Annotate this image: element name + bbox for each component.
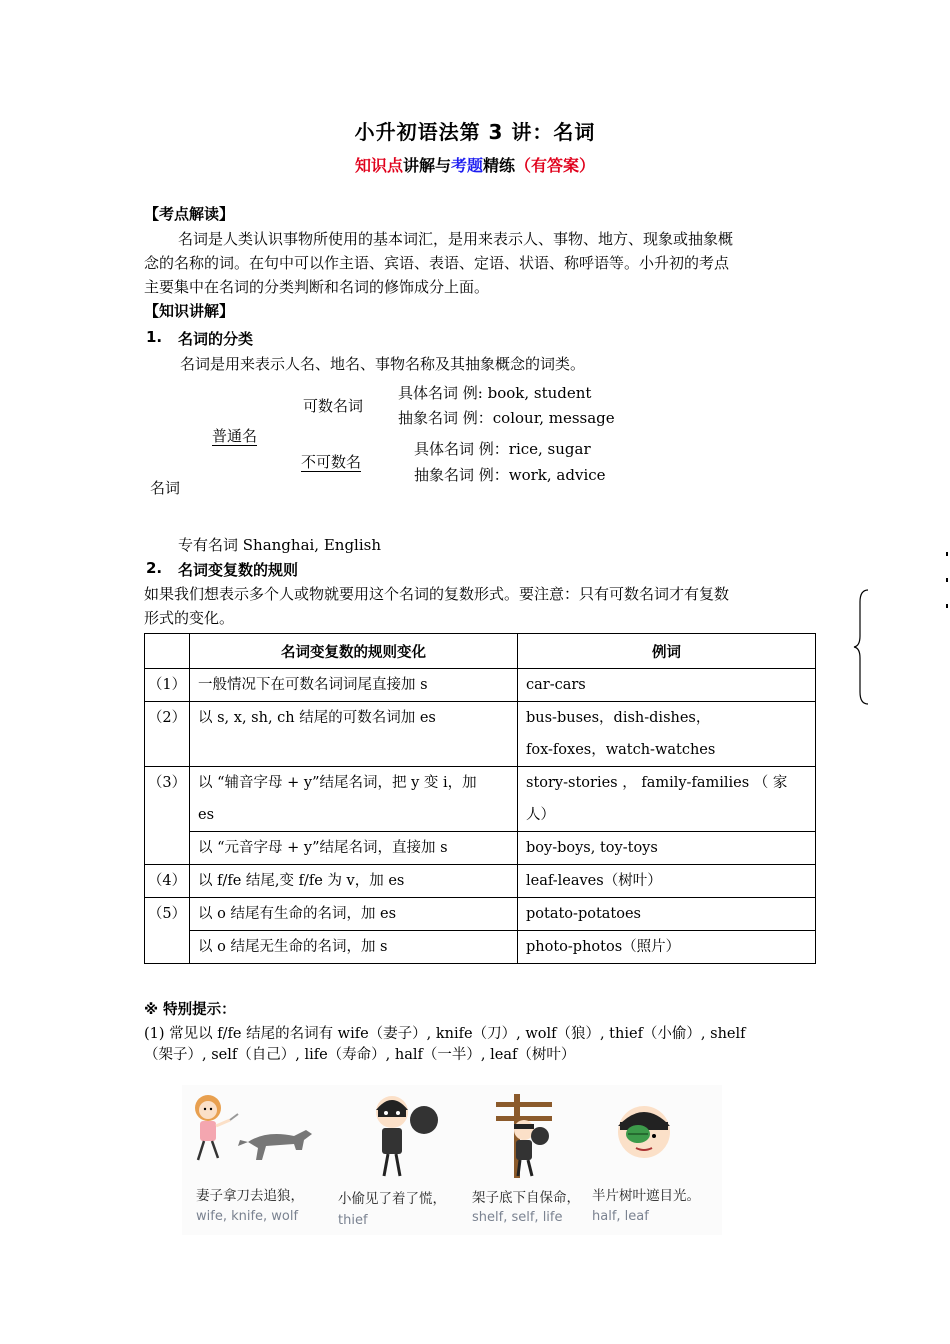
margin-marks (944, 548, 950, 618)
tips-line2: （架子）, self（自己）, life（寿命）, half（一半）, leaf（树叶） (144, 1047, 576, 1063)
plural-rules-table (144, 633, 816, 964)
item1-title: 名词的分类 (178, 330, 254, 348)
row-example-line: story-stories ， family-families （ 家 (526, 775, 788, 791)
wife-chasing-wolf-illustration (186, 1090, 324, 1180)
row-number: （2） (145, 702, 190, 767)
tree-countable: 可数名词 (303, 397, 364, 415)
tree-uncountable-concrete: 具体名词 例：rice, sugar (414, 440, 591, 458)
table-row (145, 767, 816, 832)
row-rule-line: 以 “辅音字母 + y”结尾名词，把 y 变 i，加 (198, 775, 477, 791)
table-header-number (145, 634, 190, 669)
table-row (145, 702, 816, 767)
table-row (145, 832, 816, 865)
tree-uncountable-abstract: 抽象名词 例：work, advice (414, 466, 606, 484)
item2-title: 名词变复数的规则 (178, 561, 299, 579)
table-header-row (145, 634, 816, 669)
row-example (518, 767, 816, 832)
row-rule: 一般情况下在可数名词词尾直接加 s (190, 669, 518, 702)
row-example: potato-potatoes (518, 898, 816, 931)
item2-line2: 形式的变化。 (144, 609, 235, 627)
row-rule: 以 f/fe 结尾,变 f/fe 为 v，加 es (190, 865, 518, 898)
row-example (518, 702, 816, 767)
row-example: car-cars (518, 669, 816, 702)
section-heading-knowledge: 【知识讲解】 (144, 302, 235, 320)
row-example: photo-photos（照片） (518, 931, 816, 964)
table-row (145, 669, 816, 702)
table-header-rule: 名词变复数的规则变化 (190, 634, 518, 669)
item1-description: 名词是用来表示人名、地名、事物名称及其抽象概念的词类。 (180, 355, 586, 373)
page-subtitle (0, 153, 950, 176)
tips-line1: (1) 常见以 f/fe 结尾的名词有 wife（妻子）, knife（刀）, wolf（狼）, thief（小偷）, shelf (144, 1026, 746, 1042)
picture4-caption: 半片树叶遮目光。 (592, 1188, 700, 1204)
section-heading-exam-points: 【考点解读】 (144, 205, 235, 223)
row-number: （4） (145, 865, 190, 898)
row-number: （5） (145, 898, 190, 964)
table-row (145, 898, 816, 931)
row-example-line: 人） (526, 807, 555, 823)
subtitle-part3: 考题 (450, 156, 483, 175)
picture4-english: half, leaf (592, 1209, 649, 1224)
tree-proper-noun: 专有名词 Shanghai, English (178, 536, 382, 554)
tree-uncountable: 不可数名 (301, 453, 362, 471)
row-example: boy-boys, toy-toys (518, 832, 816, 865)
picture3-english: shelf, self, life (472, 1210, 563, 1225)
exam-points-line2: 念的名称的词。在句中可以作主语、宾语、表语、定语、状语、称呼语等。小升初的考点 (144, 254, 730, 272)
item2-line1: 如果我们想表示多个人或物就要用这个名词的复数形式。要注意：只有可数名词才有复数 (144, 585, 730, 603)
tree-common-noun: 普通名 (212, 427, 258, 445)
row-rule: 以 s, x, sh, ch 结尾的可数名词加 es (190, 702, 518, 767)
row-number: （3） (145, 767, 190, 865)
subtitle-part1: 知识点 (354, 156, 403, 175)
item1-number: 1. (146, 328, 163, 346)
picture3-caption: 架子底下自保命， (472, 1190, 580, 1206)
exam-points-line1: 名词是人类认识事物所使用的基本词汇，是用来表示人、事物、地方、现象或抽象概 (178, 230, 734, 248)
row-rule: 以 o 结尾无生命的名词，加 s (190, 931, 518, 964)
picture1-caption: 妻子拿刀去追狼， (196, 1188, 304, 1204)
row-example-line: bus-buses，dish-dishes， (526, 710, 711, 726)
exam-points-line3: 主要集中在名词的分类判断和名词的修饰成分上面。 (144, 278, 490, 296)
brace-decoration (852, 588, 872, 706)
row-rule-line: es (198, 807, 215, 823)
subtitle-part5: （有答案） (515, 156, 596, 175)
row-example-line: fox-foxes，watch-watches (526, 742, 716, 758)
row-number: （1） (145, 669, 190, 702)
row-example: leaf-leaves（树叶） (518, 865, 816, 898)
tree-root-noun: 名词 (150, 479, 181, 497)
half-leaf-illustration (590, 1090, 728, 1180)
item2-number: 2. (146, 559, 163, 577)
table-row (145, 865, 816, 898)
page-title: 小升初语法第 3 讲：名词 (354, 120, 596, 144)
tree-countable-concrete: 具体名词 例: book, student (398, 384, 592, 402)
table-row (145, 931, 816, 964)
row-rule: 以 “元音字母 + y”结尾名词，直接加 s (190, 832, 518, 865)
thief-illustration (336, 1090, 474, 1180)
tree-countable-abstract: 抽象名词 例：colour, message (398, 409, 615, 427)
row-rule: 以 o 结尾有生命的名词，加 es (190, 898, 518, 931)
table-header-example: 例词 (518, 634, 816, 669)
picture2-caption: 小偷见了着了慌， (338, 1191, 446, 1207)
picture2-english: thief (338, 1213, 368, 1228)
row-rule (190, 767, 518, 832)
subtitle-part2: 讲解与 (402, 156, 451, 175)
picture1-english: wife, knife, wolf (196, 1209, 299, 1224)
subtitle-part4: 精练 (483, 156, 516, 175)
tips-heading: ※ 特别提示： (144, 1002, 236, 1018)
